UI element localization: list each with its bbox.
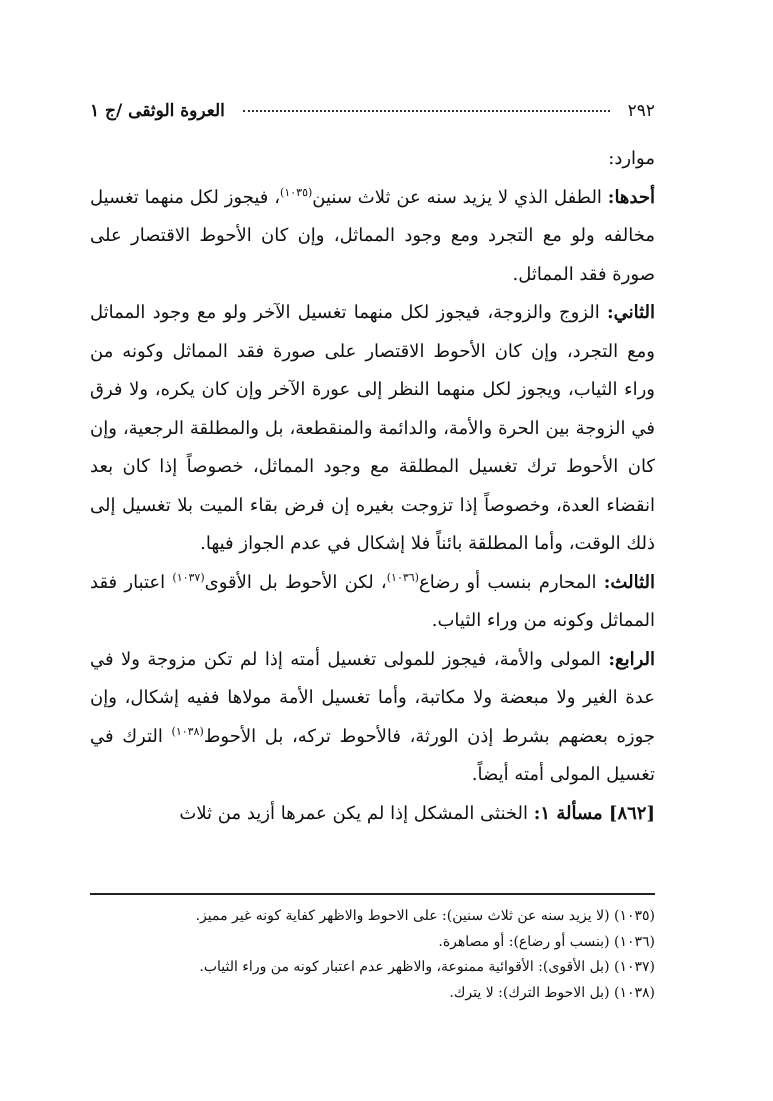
paragraph-lead: أحدها: [607,186,655,208]
paragraph-first: أحدها: الطفل الذي لا يزيد سنه عن ثلاث سنين$^{(١٠٣٥)}$، فيجوز لكل منهما تغسيل مخالفه ولو مع التجرد ومع وجود المماثل، وإن كان الأحوط الاقتصار على صورة فقد المماثل. [90,185,655,285]
footnote-ref[interactable]: (١٠٣٦) [386,570,419,584]
paragraph-lead: الثالث: [603,571,655,593]
footnotes [90,904,655,1006]
footnote-item: (١٠٣٧) (بل الأقوى): الأقوائية ممنوعة، والاظهر عدم اعتبار كونه من وراء الثياب. [199,959,655,975]
footnote-ref[interactable]: (١٠٣٥) [280,185,313,199]
footnote-ref[interactable]: (١٠٣٨) [171,724,204,738]
intro-line: موارد: [608,148,655,169]
footnote-divider [90,893,655,895]
issue-paragraph: [٨٦٢] مسألة ١: الخنثى المشكل إذا لم يكن عمرها أزيد من ثلاث [179,802,655,824]
main-text [90,140,655,833]
book-title: العروة الوثقى /ج ١ [90,101,225,121]
paragraph-lead: الثاني: [606,302,655,323]
header-leader-dots [243,110,610,112]
footnote-item: (١٠٣٨) (بل الاحوط الترك): لا يترك. [449,984,655,1001]
page-number: ٢٩٢ [627,101,655,121]
paragraph-lead: الرابع: [608,648,655,670]
footnote-item: (١٠٣٦) (بنسب أو رضاع): أو مصاهرة. [438,933,655,950]
footnote-item: (١٠٣٥) (لا يزيد سنه عن ثلاث سنين): على الاحوط والاظهر كفاية كونه غير مميز. [195,908,655,924]
footnote-ref[interactable]: (١٠٣٧) [172,570,205,584]
paragraph-second: الثاني: الزوج والزوجة، فيجوز لكل منهما تغسيل الآخر ولو مع وجود المماثل ومع التجرد، وإن كان الأحوط الاقتصار على صورة فقد المماثل وكونه من وراء الثياب، ويجوز لكل منهما النظر إلى عورة الآخر وإن كان يكره، ولا فرق في الزوجة بين الحرة والأمة، والدائمة والمنقطعة، بل والمطلقة الرجعية، وإن كان الأحوط ترك تغسيل المطلقة مع وجود المماثل، خصوصاً إذا كان بعد انقضاء العدة، وخصوصاً إذا تزوجت بغيره إن فرض بقاء الميت بلا تغسيل إلى ذلك الوقت، وأما المطلقة بائناً فلا إشكال في عدم الجواز فيها. [90,302,656,554]
running-header [90,94,655,128]
paragraph-fourth: الرابع: المولى والأمة، فيجوز للمولى تغسيل أمته إذا لم تكن مزوجة ولا في عدة الغير ولا مبعضة ولا مكاتبة، وأما تغسيل الأمة مولاها ففيه إشكال، وإن جوزه بعضهم بشرط إذن الورثة، فالأحوط تركه، بل الأحوط$^{(١٠٣٨)}$ الترك في تغسيل المولى أمته أيضاً. [90,648,655,785]
issue-label: [٨٦٢] مسألة ١: [533,802,655,824]
paragraph-third: الثالث: المحارم بنسب أو رضاع$^{(١٠٣٦)}$، لكن الأحوط بل الأقوى$^{(١٠٣٧)}$ اعتبار فقد المماثل وكونه من وراء الثياب. [90,570,655,631]
